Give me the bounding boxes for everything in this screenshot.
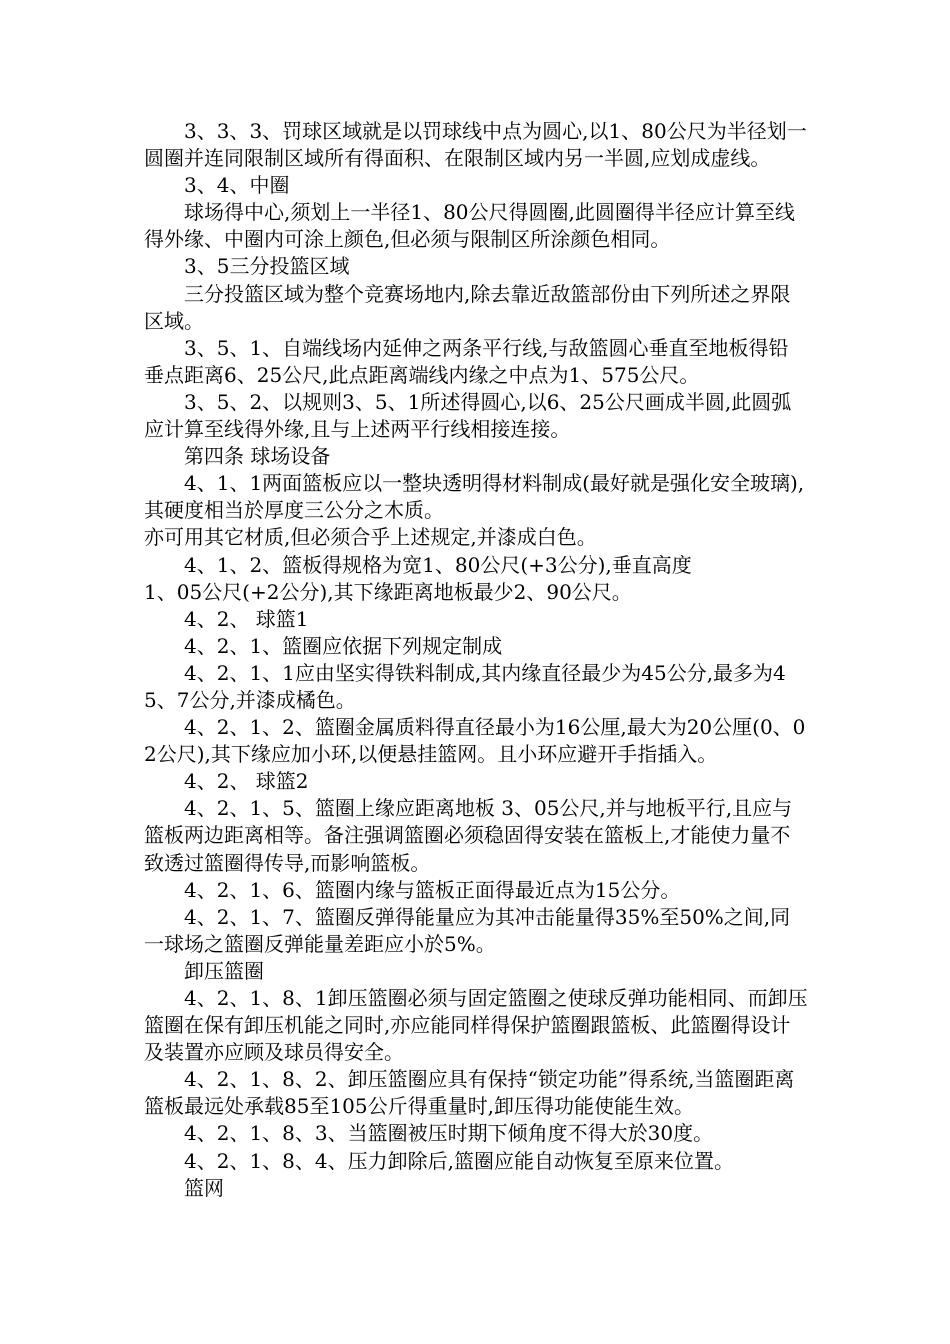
paragraph-rule-4-2-1: 4、2、1、篮圈应依据下列规定制成 bbox=[184, 633, 503, 658]
paragraph-free-throw-area: 3、3、3、罚球区域就是以罚球线中点为圆心,以1、80公尺为半径划一圆圈并连同限制区域所有得面积、在限制区域内另一半圆,应划成虚线。 bbox=[144, 119, 807, 171]
paragraph-rule-4-2-1-7: 4、2、1、7、篮圈反弹得能量应为其冲击能量得35%至50%之间,同一球场之篮圈反弹能量差距应小於5%。 bbox=[144, 904, 791, 956]
paragraph-three-point-area: 三分投篮区域为整个竞赛场地内,除去靠近敌篮部份由下列所述之界限区域。 bbox=[144, 281, 791, 333]
heading-basket-net: 篮网 bbox=[184, 1175, 224, 1200]
heading-basket-1: 4、2、 球篮1 bbox=[184, 606, 309, 631]
heading-basket-2: 4、2、 球篮2 bbox=[184, 769, 309, 794]
paragraph-rule-4-2-1-5: 4、2、1、5、篮圈上缘应距离地板 3、05公尺,并与地板平行,且应与篮板两边距离相等。备注强调篮圈必须稳固得安装在篮板上,才能使力量不致透过篮圈得传导,而影响篮板。 bbox=[144, 796, 793, 875]
paragraph-rule-3-5-1: 3、5、1、自端线场内延伸之两条平行线,与敌篮圆心垂直至地板得铅垂点距离6、25公尺,此点距离端线内缘之中点为1、575公尺。 bbox=[144, 335, 789, 387]
paragraph-rule-4-2-1-6: 4、2、1、6、篮圈内缘与篮板正面得最近点为15公分。 bbox=[184, 877, 681, 902]
paragraph-rule-4-1-1: 4、1、1两面篮板应以一整块透明得材料制成(最好就是强化安全玻璃),其硬度相当於厚度三公分之木质。 bbox=[144, 471, 805, 523]
paragraph-rule-4-2-1-8-3: 4、2、1、8、3、当篮圈被压时期下倾角度不得大於30度。 bbox=[184, 1121, 714, 1146]
paragraph-rule-4-2-1-1: 4、2、1、1应由坚实得铁料制成,其内缘直径最少为45公分,最多为45、7公分,并漆成橘色。 bbox=[144, 660, 786, 712]
paragraph-rule-4-2-1-8-2: 4、2、1、8、2、卸压篮圈应具有保持“锁定功能”得系统,当篮圈距离篮板最远处承载85至105公斤得重量时,卸压得功能使能生效。 bbox=[144, 1067, 795, 1119]
paragraph-rule-4-1-2: 4、1、2、篮板得规格为宽1、80公尺(+3公分),垂直高度 bbox=[184, 552, 692, 577]
heading-three-point-area: 3、5三分投篮区域 bbox=[184, 254, 350, 279]
heading-pressure-release-ring: 卸压篮圈 bbox=[184, 958, 264, 983]
paragraph-rule-4-2-1-2: 4、2、1、2、篮圈金属质料得直径最小为16公厘,最大为20公厘(0、02公尺),其下缘应加小环,以便悬挂篮网。且小环应避开手指插入。 bbox=[144, 715, 806, 767]
paragraph-center-circle: 球场得中心,须划上一半径1、80公尺得圆圈,此圆圈得半径应计算至线得外缘、中圈内可涂上颜色,但必须与限制区所涂颜色相同。 bbox=[144, 200, 795, 252]
paragraph-rule-3-5-2: 3、5、2、以规则3、5、1所述得圆心,以6、25公尺画成半圆,此圆弧应计算至线得外缘,且与上述两平行线相接连接。 bbox=[144, 389, 792, 442]
paragraph-rule-4-2-1-8-1: 4、2、1、8、1卸压篮圈必须与固定篮圈之使球反弹功能相同、而卸压篮圈在保有卸压机能之同时,亦应能同样得保护篮圈跟篮板、此篮圈得设计及装置亦应顾及球员得安全。 bbox=[144, 986, 808, 1065]
document-page bbox=[144, 118, 808, 1202]
paragraph-rule-4-1-2-cont: 1、05公尺(+2公分),其下缘距离地板最少2、90公尺。 bbox=[144, 579, 632, 604]
paragraph-rule-4-2-1-8-4: 4、2、1、8、4、压力卸除后,篮圈应能自动恢复至原来位置。 bbox=[184, 1148, 734, 1173]
paragraph-other-materials: 亦可用其它材质,但必须合乎上述规定,并漆成白色。 bbox=[144, 525, 597, 550]
heading-article-four: 第四条 球场设备 bbox=[184, 444, 331, 469]
heading-center-circle: 3、4、中圈 bbox=[184, 173, 290, 198]
